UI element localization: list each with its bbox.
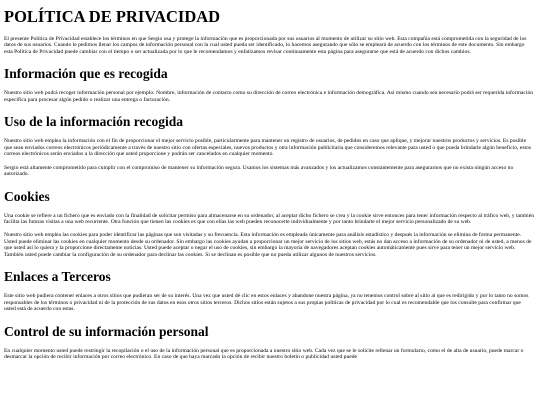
section-paragraph: Este sitio web pudiera contener enlaces a otros sitios que pudieran ser de su interés. Una vez que usted dé clic en estos enlaces y abandone nuestra página, ya no tenemos control sobre al sitio al que es redirigido y por lo tanto no somos responsables de los términos o privacidad ni de la protección de sus datos en esos otros sitios terceros. Dichos sitios están sujetos a sus propias políticas de privacidad por lo cual es recomendable que los consulte para confirmar que usted está de acuerdo con estas. bbox=[4, 293, 529, 313]
section-heading: Cookies bbox=[4, 188, 50, 204]
section-heading: Control de su información personal bbox=[4, 323, 209, 339]
section-control-personal-info bbox=[4, 324, 534, 361]
section-paragraph: Sergio está altamente comprometido para cumplir con el compromiso de mantener su información segura. Usamos los sistemas más avanzados y los actualizamos constantemente para asegurarnos que no exista ningún acceso no autorizado. bbox=[4, 164, 514, 178]
section-paragraph: Nuestro sitio web emplea las cookies para poder identificar las páginas que son visitadas y su frecuencia. Esta información es empleada únicamente para análisis estadístico y después la información se elimina de forma permanente. Usted puede eliminar las cookies en cualquier momento desde su ordenador. Sin embargo las cookies ayudan a proporcionar un mejor servicio de los sitios web, estás no dan acceso a información de su ordenador ni de usted, a menos de que usted así lo quiera y la proporcione directamente noticias. Usted puede aceptar o negar el uso de cookies, sin embargo la mayoría de navegadores aceptan cookies automáticamente pues sirve para tener un mejor servicio web. También usted puede cambiar la configuración de su ordenador para declinar las cookies. Si se declinan es posible que no pueda utilizar algunos de nuestros servicios. bbox=[4, 232, 532, 258]
section-paragraph: Una cookie se refiere a un fichero que es enviado con la finalidad de solicitar permiso para almacenarse en su ordenador, al aceptar dicho fichero se crea y la cookie sirve entonces para tener información respecto al tráfico web, y también facilita las futuras visitas a una web recurrente. Otra función que tienen las cookies es que con ellas las web pueden reconocerte individualmente y por tanto brindarte el mejor servicio personalizado de su web. bbox=[4, 212, 535, 225]
section-paragraph: En cualquier momento usted puede restringir la recopilación o el uso de la información personal que es proporcionada a nuestro sitio web. Cada vez que se le solicite rellenar un formulario, como el de alta de usuario, puede marcar o desmarcar la opción de recibir información por correo electrónico. En caso de que haya marcado la opción de recibir nuestro boletín o publicidad usted puede bbox=[4, 347, 524, 361]
section-cookies bbox=[4, 189, 534, 259]
section-paragraph: Nuestro sitio web podrá recoger información personal por ejemplo: Nombre, información de contacto como su dirección de correo electrónica e información demográfica. Así mismo cuando sea necesario podrá ser requerida información específica para procesar algún pedido o realizar una entrega o facturación. bbox=[4, 90, 534, 103]
section-use-of-information bbox=[4, 114, 534, 177]
section-heading: Enlaces a Terceros bbox=[4, 269, 111, 285]
page-title: POLÍTICA DE PRIVACIDAD bbox=[4, 7, 221, 26]
section-heading: Información que es recogida bbox=[4, 66, 168, 82]
section-paragraph: Nuestro sitio web emplea la información con el fin de proporcionar el mejor servicio posible, particularmente para mantener un registro de usuarios, de pedidos en caso que aplique, y mejorar nuestros productos y servicios. Es posible que sean enviados correos electrónicos periódicamente a través de nuestro sitio con ofertas especiales, nuevos productos y otra información publicitaria que consideremos relevante para usted o que pueda brindarle algún beneficio, estos correos electrónicos serán enviados a la dirección que usted proporcione y podrán ser cancelados en cualquier momento. bbox=[4, 138, 532, 158]
section-information-collected bbox=[4, 66, 534, 103]
section-heading: Uso de la información recogida bbox=[4, 114, 183, 130]
intro-paragraph: El presente Política de Privacidad establece los términos en que Sergio usa y protege la información que es proporcionada por sus usuarios al momento de utilizar su sitio web. Esta compañía está comprometida con la seguridad de los datos de sus usuarios. Cuando le pedimos llenar los campos de información personal con la cual usted pueda ser identificado, lo hacemos asegurando que sólo se empleará de acuerdo con los términos de este documento. Sin embargo esta Política de Privacidad puede cambiar con el tiempo o ser actualizada por lo que le recomendamos y enfatizamos revisar continuamente esta página para asegurarse que está de acuerdo con dichos cambios. bbox=[4, 36, 527, 55]
section-third-party-links bbox=[4, 269, 534, 312]
